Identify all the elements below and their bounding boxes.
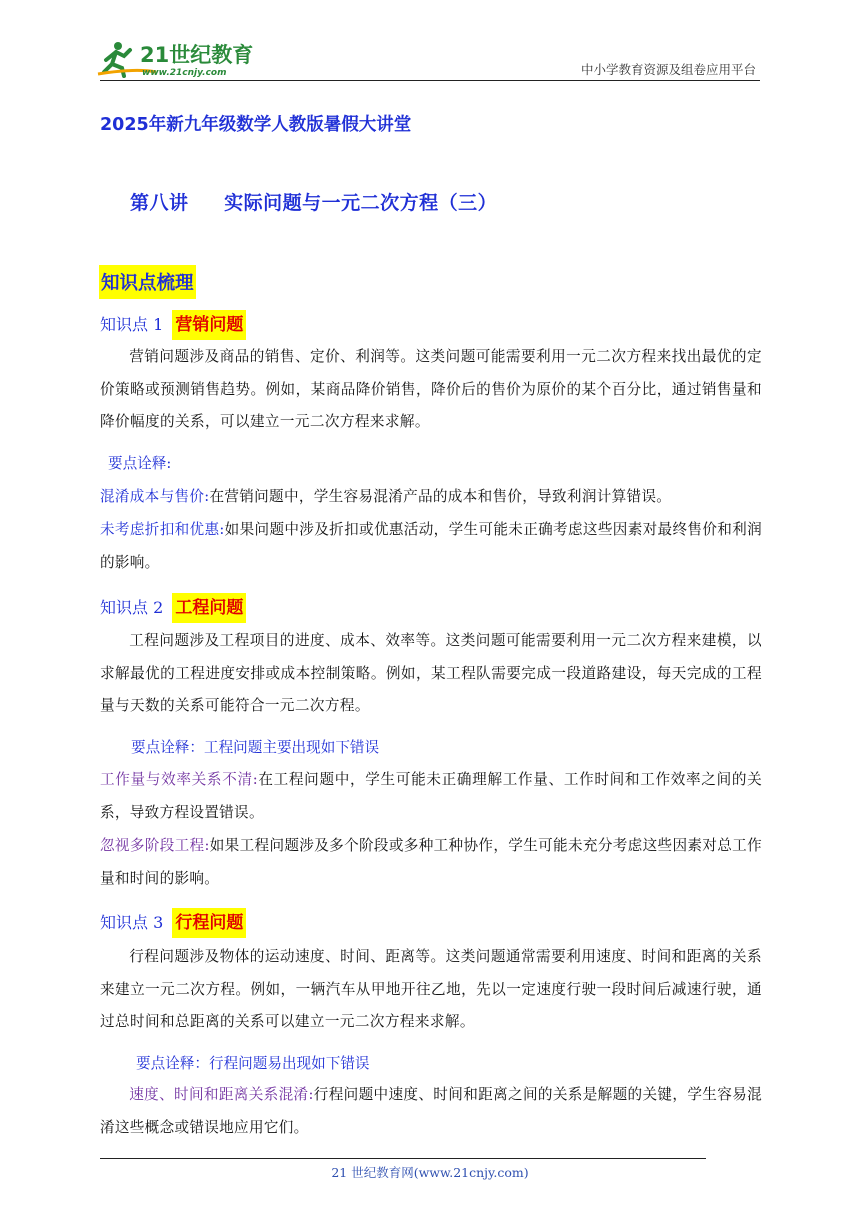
lecture-series: 2025年新九年级数学人教版暑假大讲堂 [100,115,412,135]
pitfall-title: 混淆成本与售价: [100,488,210,505]
pitfall-text: 在工程问题中，学生可能未正确理解工作量、工作时间和工作效率之间的关系，导致方程设置错误。 [100,771,763,821]
pitfall-text: 如果问题中涉及折扣或优惠活动，学生可能未正确考虑这些因素对最终售价和利润的影响。 [100,521,762,571]
pitfall-text: 如果工程问题涉及多个阶段或多种工种协作，学生可能未充分考虑这些因素对总工作量和时间的影响。 [100,837,762,887]
pitfall-item [100,830,762,895]
header-divider [100,80,760,81]
kp-name: 工程问题 [172,593,246,623]
logo-url: www.21cnjy.com [142,68,227,78]
section-heading: 知识点梳理 [99,265,196,299]
pitfall-text: 在营销问题中，学生容易混淆产品的成本和售价，导致利润计算错误。 [209,488,672,505]
kp-label: 知识点 2 [100,598,164,617]
pitfall-text: 行程问题中速度、时间和距离之间的关系是解题的关键，学生容易混淆这些概念或错误地应用它们。 [100,1086,762,1136]
kp-label: 知识点 1 [100,315,164,334]
knowledge-point-1 [100,310,246,335]
kp-body: 工程问题涉及工程项目的进度、成本、效率等。这类问题可能需要利用一元二次方程来建模，以求解最优的工程进度安排或成本控制策略。例如，某工程队需要完成一段道路建设，每天完成的工程量与天数的关系可能符合一元二次方程。 [100,632,762,714]
pitfall-title: 忽视多阶段工程: [100,837,210,854]
pitfall-title: 速度、时间和距离关系混淆: [129,1086,314,1103]
pitfall-title: 工作量与效率关系不清: [100,771,258,788]
kp-body: 行程问题涉及物体的运动速度、时间、距离等。这类问题通常需要利用速度、时间和距离的关系来建立一元二次方程。例如，一辆汽车从甲地开往乙地，先以一定速度行驶一段时间后减速行驶，通过总时间和总距离的关系可以建立一元二次方程来求解。 [100,948,762,1030]
knowledge-point-3 [100,908,246,933]
platform-name: 中小学教育资源及组卷应用平台 [580,62,756,77]
logo-text: 21世纪教育 [140,43,254,67]
footer-text: 21 世纪教育网(www.21cnjy.com) [331,1165,529,1180]
lecture-title: 第八讲 实际问题与一元二次方程（三） [130,192,498,214]
kp-body: 营销问题涉及商品的销售、定价、利润等。这类问题可能需要利用一元二次方程来找出最优的定价策略或预测销售趋势。例如，某商品降价销售，降价后的售价为原价的某个百分比，通过销售量和降价幅度的关系，可以建立一元二次方程来求解。 [100,348,762,430]
pitfall-item [100,514,762,579]
pitfall-item [100,1079,762,1144]
site-logo [96,38,266,80]
pitfall-title: 未考虑折扣和优惠: [100,521,225,538]
knowledge-point-2 [100,593,246,618]
kp-label: 知识点 3 [100,913,164,932]
note-label: 要点诠释：行程问题易出现如下错误 [136,1055,370,1072]
pitfall-item [100,481,762,514]
footer-divider [100,1158,706,1159]
kp-name: 行程问题 [172,908,246,938]
note-label: 要点诠释：工程问题主要出现如下错误 [131,739,380,756]
pitfall-item [100,764,762,829]
note-label: 要点诠释: [108,455,172,472]
kp-name: 营销问题 [172,310,246,340]
